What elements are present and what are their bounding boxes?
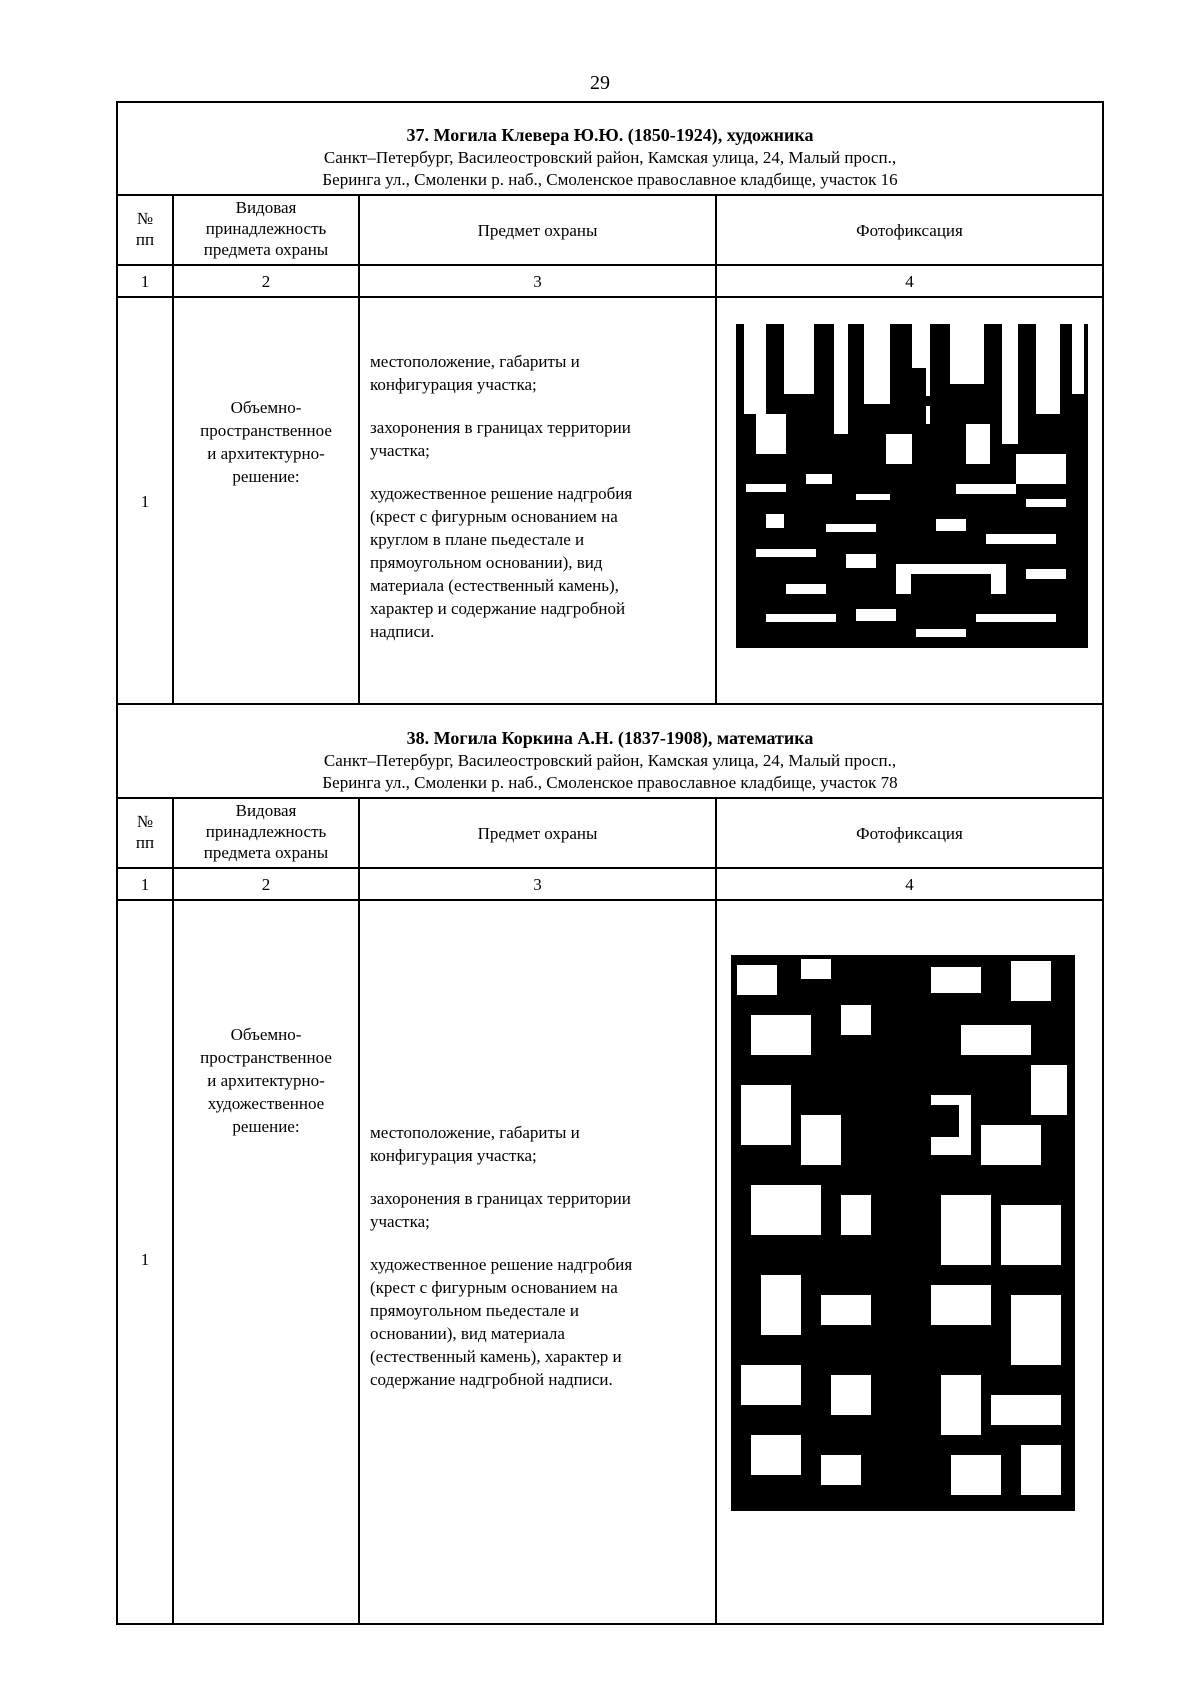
col-number: 4 <box>905 875 914 894</box>
header-photo: Фотофиксация <box>856 824 963 843</box>
subject-paragraph: местоположение, габариты и конфигурация участка; <box>370 352 580 394</box>
page-number: 29 <box>590 72 610 94</box>
subject-paragraph: местоположение, габариты и конфигурация участка; <box>370 1123 580 1165</box>
header-num: № пп <box>135 812 155 852</box>
section-title: 37. Могила Клевера Ю.Ю. (1850-1924), художника <box>406 125 814 145</box>
grave-photo-icon <box>736 324 1088 648</box>
header-subject: Предмет охраны <box>477 824 598 843</box>
section-address-line1: Санкт–Петербург, Василеостровский район, Камская улица, 24, Малый просп., <box>323 751 897 770</box>
protection-type: Объемно- пространственное и архитектурно- художественное решение: <box>200 1025 332 1136</box>
col-number: 2 <box>261 272 271 291</box>
col-number: 2 <box>261 875 271 894</box>
header-type: Видовая принадлежность предмета охраны <box>203 198 329 259</box>
subject-paragraph: захоронения в границах территории участка; <box>370 418 631 460</box>
subject-paragraph: захоронения в границах территории участка; <box>370 1189 631 1231</box>
row-number: 1 <box>140 1250 150 1269</box>
header-num: № пп <box>135 209 155 249</box>
subject-paragraph: художественное решение надгробия (крест с фигурным основанием на прямоугольном пьедестале и основании), вид материала (естественный камень), характер и содержание надгробной надписи. <box>370 1255 633 1389</box>
col-number: 4 <box>905 272 914 291</box>
header-type: Видовая принадлежность предмета охраны <box>203 801 329 862</box>
subject-paragraph: художественное решение надгробия (крест с фигурным основанием на круглом в плане пьедестале и прямоугольном основании), вид материала (естественный камень), характер и содержание надгробной надписи. <box>370 484 633 641</box>
header-subject: Предмет охраны <box>477 221 598 240</box>
section-title: 38. Могила Коркина А.Н. (1837-1908), математика <box>406 728 814 748</box>
protection-subject <box>370 350 710 663</box>
section-address-line2: Беринга ул., Смоленки р. наб., Смоленское православное кладбище, участок 16 <box>322 170 898 189</box>
row-number: 1 <box>140 492 150 511</box>
section-address-line1: Санкт–Петербург, Василеостровский район, Камская улица, 24, Малый просп., <box>323 148 897 167</box>
col-number: 1 <box>140 875 150 894</box>
col-number: 3 <box>533 272 542 291</box>
col-number: 1 <box>140 272 150 291</box>
cross-photo-icon <box>731 955 1075 1511</box>
protection-type: Объемно- пространственное и архитектурно- решение: <box>200 398 332 486</box>
section-address-line2: Беринга ул., Смоленки р. наб., Смоленское православное кладбище, участок 78 <box>322 773 898 792</box>
header-photo: Фотофиксация <box>856 221 963 240</box>
protection-subject <box>370 1121 710 1411</box>
col-number: 3 <box>533 875 542 894</box>
